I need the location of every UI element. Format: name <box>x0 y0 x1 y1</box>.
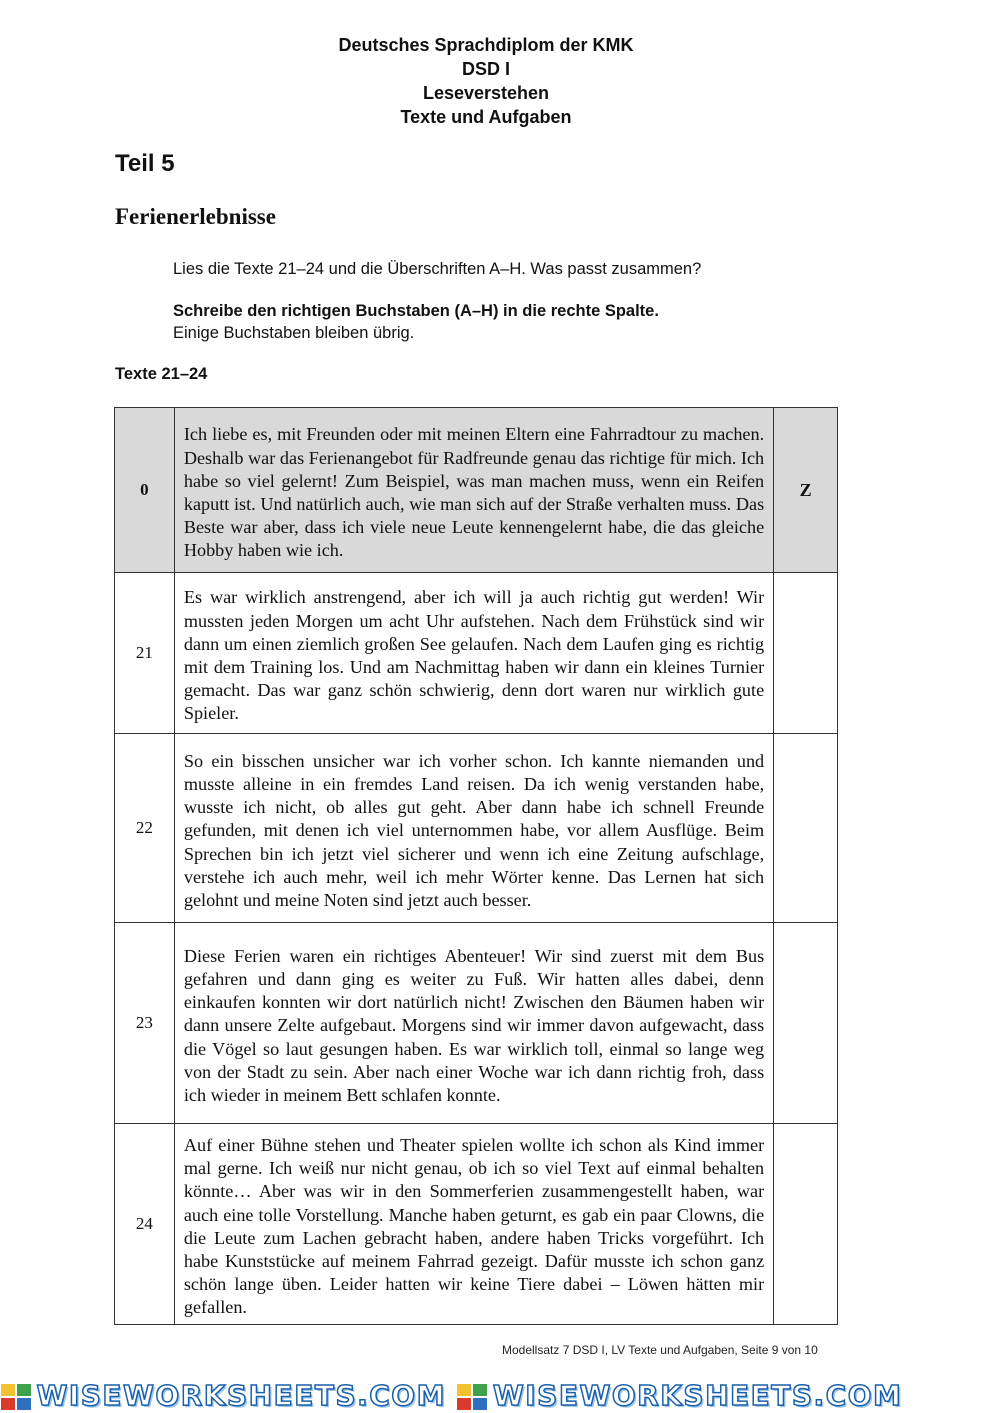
table-row <box>115 734 838 923</box>
section-title: Ferienerlebnisse <box>115 204 276 229</box>
answer-cell: Z <box>774 408 838 573</box>
watermark-logo-icon <box>456 1383 488 1411</box>
answer-cell[interactable] <box>774 573 838 734</box>
header-line-4: Texte und Aufgaben <box>400 107 572 127</box>
table-row <box>115 923 838 1124</box>
instruction-line-3: Einige Buchstaben bleiben übrig. <box>173 324 415 342</box>
table-row <box>115 573 838 734</box>
row-number: 21 <box>115 573 175 734</box>
answer-cell[interactable] <box>774 923 838 1124</box>
header-line-2: DSD I <box>461 59 510 79</box>
document-header <box>0 33 972 129</box>
row-number: 23 <box>115 923 175 1124</box>
watermark-text: WISEWORKSHEETS.COM <box>36 1379 446 1412</box>
table-row-example <box>115 408 838 573</box>
instruction-line-2: Schreibe den richtigen Buchstaben (A–H) in die rechte Spalte. <box>173 302 659 320</box>
row-text: Diese Ferien waren ein richtiges Abenteuer! Wir sind zuerst mit dem Bus gefahren und dann ging es weiter zu Fuß. Wir hatten alles dabei, denn einkaufen konnten wir dort natürlich nicht! Zwischen den Bäumen haben wir dann unsere Zelte aufgebaut. Morgens sind wir immer davon aufgewacht, dass die Vögel so laut gesungen haben. Es war wirklich toll, einmal so lange weg von der Stadt zu sein. Aber nach einer Woche war ich dann richtig froh, dass ich wieder in meinem Bett schlafen konnte. <box>174 923 773 1124</box>
row-number: 24 <box>115 1124 175 1325</box>
row-text: So ein bisschen unsicher war ich vorher schon. Ich kannte niemanden und musste alleine in ein fremdes Land reisen. Da ich wenig verstanden habe, wusste ich nicht, ob alles gut geht. Aber dann habe ich schnell Freunde gefunden, mit denen ich viel unternommen habe, vor allem Ausflüge. Beim Sprechen bin ich jetzt viel sicherer und wenn ich eine Zeitung aufschlage, verstehe ich auch mehr, weil ich mehr Wörter kenne. Das Lernen hat sich gelohnt und meine Noten sind jetzt auch besser. <box>174 734 773 923</box>
header-line-3: Leseverstehen <box>422 83 550 103</box>
instruction-line-1: Lies die Texte 21–24 und die Überschriften A–H. Was passt zusammen? <box>173 260 702 278</box>
texts-label: Texte 21–24 <box>115 365 208 383</box>
table-row <box>115 1124 838 1325</box>
header-line-1: Deutsches Sprachdiplom der KMK <box>338 35 634 55</box>
watermark-banner <box>0 1379 1000 1413</box>
row-text: Es war wirklich anstrengend, aber ich will ja auch richtig gut werden! Wir mussten jeden Morgen um acht Uhr aufstehen. Nach dem Frühstück sind wir dann um einen ziemlich großen See gelaufen. Nach dem Laufen ging es richtig mit dem Training los. Und am Nachmittag haben wir dann ein kleines Turnier gemacht. Das war ganz schön schwierig, denn dort waren nur wirklich gute Spieler. <box>174 573 773 734</box>
answer-cell[interactable] <box>774 1124 838 1325</box>
watermark-item <box>456 1379 902 1413</box>
watermark-logo-icon <box>0 1383 32 1411</box>
answer-cell[interactable] <box>774 734 838 923</box>
row-number: 22 <box>115 734 175 923</box>
watermark-text: WISEWORKSHEETS.COM <box>492 1379 903 1412</box>
row-text: Ich liebe es, mit Freunden oder mit meinen Eltern eine Fahrradtour zu machen. Deshalb war das Ferienangebot für Radfreunde genau das richtige für mich. Ich habe so viel gelernt! Zum Beispiel, was man machen muss, wenn ein Reifen kaputt ist. Und natürlich auch, wie man sich auf der Straße verhalten muss. Das Beste war aber, dass ich viele neue Leute kennengelernt habe, die das gleiche Hobby haben wie ich. <box>174 408 773 573</box>
part-title: Teil 5 <box>115 150 175 177</box>
row-text: Auf einer Bühne stehen und Theater spielen wollte ich schon als Kind immer mal gerne. Ich weiß nur nicht genau, ob ich so viel Text auf einmal behalten könnte… Aber was wir in den Sommerferien zusammengestellt haben, war auch eine tolle Vorstellung. Manche haben geturnt, es gab ein paar Clowns, die die Leute zum Lachen gebracht haben, andere haben Tricks vorgeführt. Ich habe Kunststücke auf meinem Fahrrad gezeigt. Dafür musste ich schon ganz schön lange üben. Leider hatten wir keine Tiere dabei – Löwen hätten mir gefallen. <box>174 1124 773 1325</box>
page-footer: Modellsatz 7 DSD I, LV Texte und Aufgaben, Seite 9 von 10 <box>502 1343 818 1357</box>
watermark-item <box>0 1379 446 1413</box>
row-number: 0 <box>115 408 175 573</box>
texts-table <box>114 407 838 1325</box>
